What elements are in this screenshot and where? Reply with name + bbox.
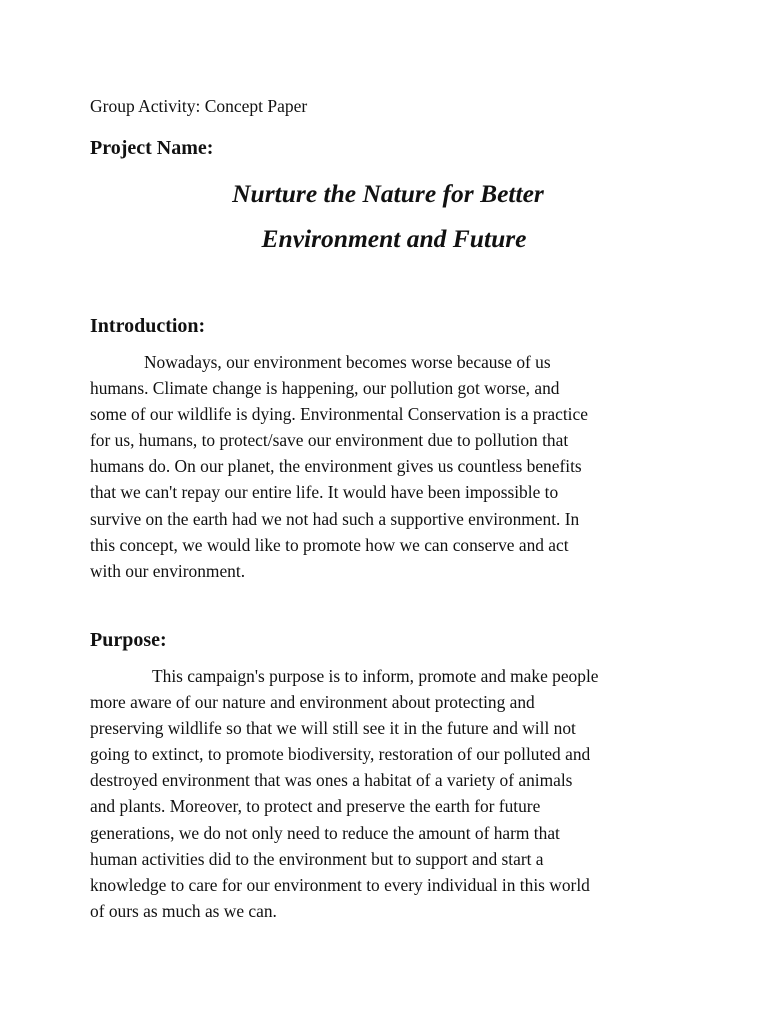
purpose-paragraph [90, 663, 599, 924]
introduction-line: humans. Climate change is happening, our pollution got worse, and [90, 378, 560, 399]
introduction-line: survive on the earth had we not had such a supportive environment. In [90, 508, 580, 529]
project-title-line-1: Nurture the Nature for Better [232, 179, 544, 208]
introduction-line: Nowadays, our environment becomes worse because of us [144, 352, 551, 372]
introduction-line: that we can't repay our entire life. It would have been impossible to [90, 482, 559, 503]
purpose-line: knowledge to care for our environment to every individual in this world [90, 874, 590, 895]
project-name-heading: Project Name: [90, 137, 214, 159]
introduction-paragraph [90, 349, 588, 584]
purpose-line: destroyed environment that was ones a habitat of a variety of animals [90, 770, 573, 791]
project-title-line-2: Environment and Future [261, 224, 527, 253]
introduction-line: for us, humans, to protect/save our environment due to pollution that [90, 430, 569, 451]
introduction-line: humans do. On our planet, the environment gives us countless benefits [90, 456, 582, 477]
purpose-line: human activities did to the environment but to support and start a [90, 848, 544, 869]
purpose-line: This campaign's purpose is to inform, promote and make people [152, 666, 599, 686]
purpose-line: and plants. Moreover, to protect and preserve the earth for future [90, 796, 541, 817]
purpose-line: more aware of our nature and environment about protecting and [90, 692, 535, 713]
document-label: Group Activity: Concept Paper [90, 96, 308, 116]
purpose-heading: Purpose: [90, 629, 167, 651]
introduction-line: with our environment. [90, 560, 246, 581]
introduction-line: this concept, we would like to promote how we can conserve and act [90, 534, 569, 555]
purpose-line: going to extinct, to promote biodiversity, restoration of our polluted and [90, 744, 591, 765]
introduction-line: some of our wildlife is dying. Environmental Conservation is a practice [90, 404, 588, 425]
purpose-line: of ours as much as we can. [90, 900, 277, 921]
introduction-heading: Introduction: [90, 315, 206, 337]
purpose-line: generations, we do not only need to reduce the amount of harm that [90, 822, 560, 843]
purpose-line: preserving wildlife so that we will still see it in the future and will not [90, 718, 576, 739]
